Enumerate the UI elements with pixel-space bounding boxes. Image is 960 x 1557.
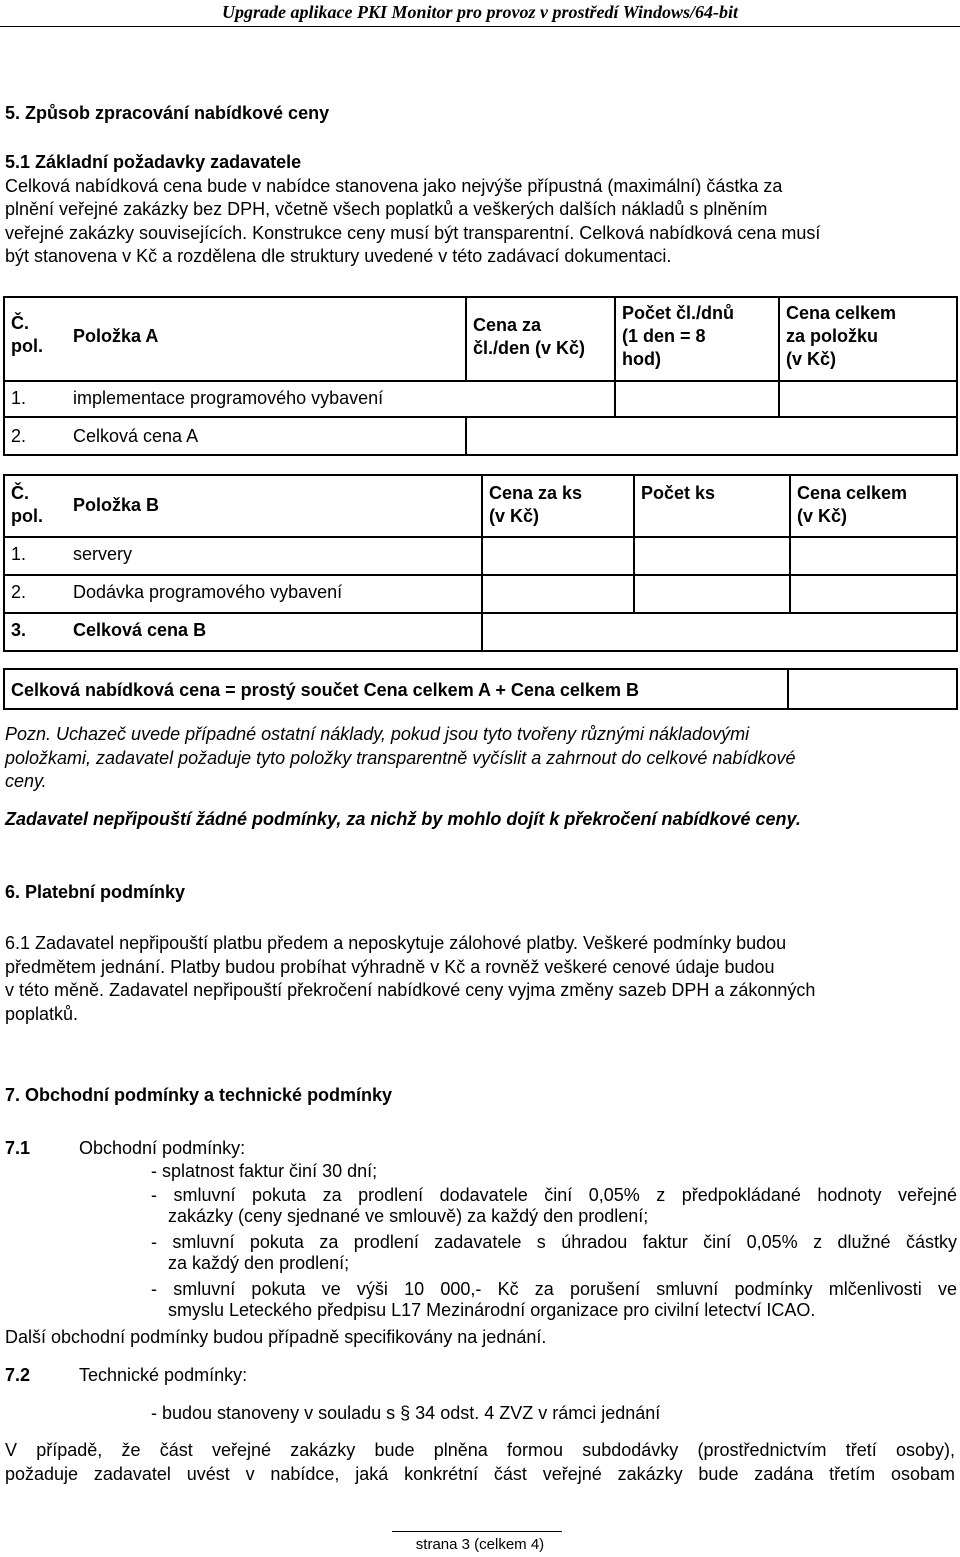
table-row [4,381,957,417]
table-b-header-price: Cena za ks (v Kč) [482,475,634,537]
header-divider [0,26,960,27]
table-a-r2-no: 2. [4,417,67,455]
section-7-1-number: 7.1 [5,1138,31,1158]
section-7-2-title: Technické podmínky: [79,1365,248,1385]
section-6-1-block [5,932,955,1026]
note-block [5,723,955,794]
paragraph-line: požaduje zadavatel uvést v nabídce, jaká konkrétní část veřejné zakázky bude zadána třetím osobam [5,1463,955,1484]
table-total-value [788,669,957,709]
section-5-heading: 5. Způsob zpracování nabídkové ceny [5,103,330,123]
note-line: položkami, zadavatel požaduje tyto položky transparentně vyčíslit a zahrnout do celkové nabídkové [5,747,796,768]
paragraph-line: veřejné zakázky souvisejících. Konstrukce ceny musí být transparentní. Celková nabídková cena musí [5,222,821,243]
final-paragraph [5,1439,955,1486]
table-total [3,668,958,710]
table-b-r2-no: 2. [4,575,67,613]
table-b-header-row [4,475,957,537]
table-a-header-row [4,297,957,381]
list-item: - splatnost faktur činí 30 dní; [151,1161,378,1181]
table-b-header-count: Počet ks [634,475,790,537]
paragraph-line: poplatků. [5,1003,79,1024]
table-b-r1-no: 1. [4,537,67,575]
table-a-r2-blank [466,417,957,455]
table-a-header-item: Položka A [67,297,466,381]
table-a-r1-no: 1. [4,381,67,417]
footer-divider [392,1531,562,1532]
table-b-r2-price [482,575,634,613]
table-a-header-count: Počet čl./dnů (1 den = 8 hod) [615,297,779,381]
page-header-title: Upgrade aplikace PKI Monitor pro provoz v prostředí Windows/64-bit [221,2,739,22]
note-line: ceny. [5,771,47,791]
section-5-1-block [5,151,955,269]
note-warning: Zadavatel nepřipouští žádné podmínky, za nichž by mohlo dojít k překročení nabídkové ceny. [5,809,801,829]
table-a-header-price: Cena za čl./den (v Kč) [466,297,615,381]
table-b [3,474,958,652]
table-b-r1-count [634,537,790,575]
table-row [4,537,957,575]
table-row [4,613,957,651]
table-total-label: Celková nabídková cena = prostý součet Cena celkem A + Cena celkem B [4,669,788,709]
table-b-r3-no: 3. [4,613,67,651]
table-b-r1-price [482,537,634,575]
table-row [4,417,957,455]
section-5-1-heading: 5.1 Základní požadavky zadavatele [5,152,302,172]
list-item: - smluvní pokuta ve výši 10 000,- Kč za porušení smluvní podmínky mlčenlivosti ve smyslu Leteckého předpisu L17 Mezinárodní organizace pro civilní letectví ICAO. [151,1279,957,1320]
section-7-heading: 7. Obchodní podmínky a technické podmínky [5,1085,393,1105]
table-b-r3-blank [482,613,957,651]
section-6-heading: 6. Platební podmínky [5,882,186,902]
table-b-r2-item: Dodávka programového vybavení [67,575,482,613]
table-a-header-total: Cena celkem za položku (v Kč) [779,297,957,381]
table-b-r2-total [790,575,957,613]
table-a-r1-count [615,381,779,417]
paragraph-line: v této měně. Zadavatel nepřipouští překročení nabídkové ceny vyjma změny sazeb DPH a zákonných [5,980,816,1000]
list-item: - smluvní pokuta za prodlení dodavatele činí 0,05% z předpokládané hodnoty veřejné zakázky (ceny sjednané ve smlouvě) za každý den prodlení; [151,1185,957,1226]
paragraph-line: 6.1 Zadavatel nepřipouští platbu předem a neposkytuje zálohové platby. Veškeré podmínky budou [5,933,787,953]
other-conditions: Další obchodní podmínky budou případně specifikovány na jednání. [5,1327,547,1347]
table-a-r1-total [779,381,957,417]
section-7-2-number: 7.2 [5,1365,31,1385]
table-a-r2-item: Celková cena A [67,417,466,455]
list-item: - budou stanoveny v souladu s § 34 odst. 4 ZVZ v rámci jednání [151,1403,661,1423]
table-a-r1-item: implementace programového vybavení [67,381,615,417]
paragraph-line: plnění veřejné zakázky bez DPH, včetně všech poplatků a veškerých dalších nákladů s plněním [5,199,768,219]
paragraph-line: předmětem jednání. Platby budou probíhat výhradně v Kč a rovněž veškeré cenové údaje budou [5,956,775,977]
table-b-header-item: Položka B [67,475,482,537]
list-item: - smluvní pokuta za prodlení zadavatele s úhradou faktur činí 0,05% z dlužné částky za každý den prodlení; [151,1232,957,1273]
table-a [3,296,958,456]
paragraph-line: Celková nabídková cena bude v nabídce stanovena jako nejvýše přípustná (maximální) částka za [5,175,783,196]
note-line: Pozn. Uchazeč uvede případné ostatní náklady, pokud jsou tyto tvořeny různými nákladovými [5,724,750,744]
table-row [4,575,957,613]
table-b-r1-item: servery [67,537,482,575]
page-number: strana 3 (celkem 4) [415,1536,545,1553]
table-a-header-no: Č. pol. [4,297,67,381]
table-b-r2-count [634,575,790,613]
table-b-header-total: Cena celkem (v Kč) [790,475,957,537]
table-b-r1-total [790,537,957,575]
paragraph-line: být stanovena v Kč a rozdělena dle struktury uvedené v této zadávací dokumentaci. [5,246,672,266]
section-7-1-title: Obchodní podmínky: [79,1138,246,1158]
table-b-r3-item: Celková cena B [67,613,482,651]
paragraph-line: V případě, že část veřejné zakázky bude plněna formou subdodávky (prostřednictvím třetí osoby), [5,1440,955,1460]
table-b-header-no: Č. pol. [4,475,67,537]
